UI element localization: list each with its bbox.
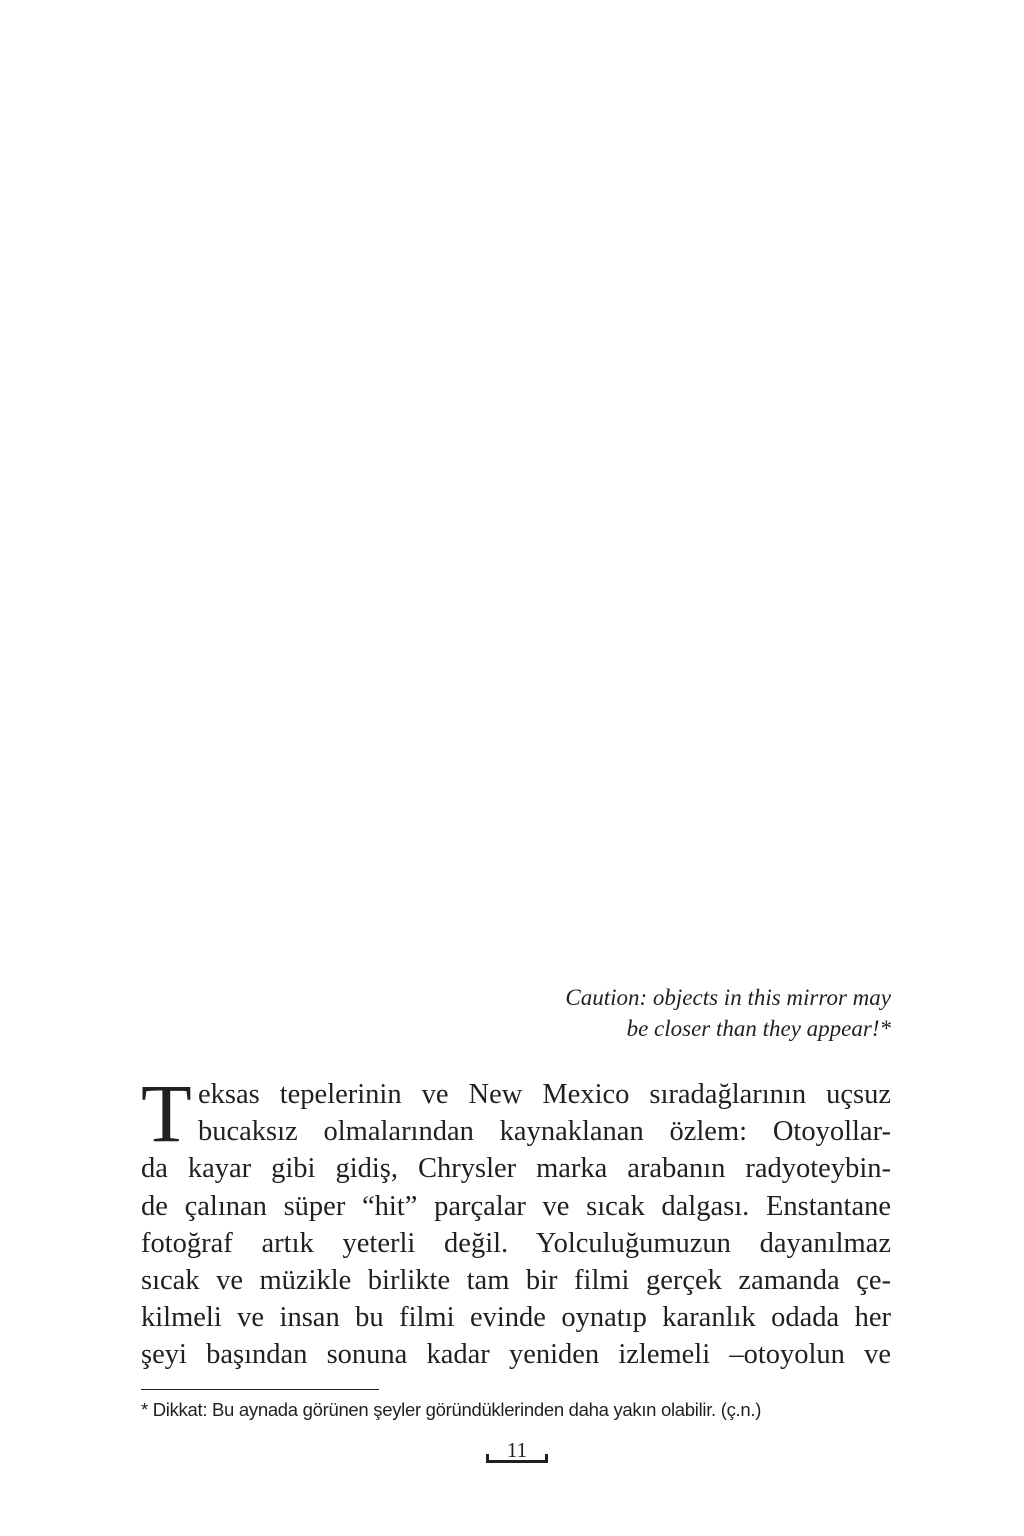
- drop-cap: T: [141, 1067, 192, 1159]
- page-number-bracket: [486, 1454, 548, 1463]
- body-paragraph: [141, 1067, 891, 1374]
- footnote-rule: [141, 1389, 379, 1390]
- page-number-block: [486, 1437, 548, 1467]
- body-line: de çalınan süper “hit” parçalar ve sıcak dalgası. Enstantane: [141, 1190, 891, 1222]
- page-number: 11: [506, 1438, 528, 1462]
- body-line: da kayar gibi gidiş, Chrysler marka arabanın radyoteybin-: [141, 1153, 891, 1185]
- body-line: şeyi başından sonuna kadar yeniden izlemeli –otoyolun ve: [141, 1339, 891, 1371]
- body-line: sıcak ve müzikle birlikte tam bir filmi gerçek zamanda çe-: [141, 1264, 891, 1296]
- epigraph-line: be closer than they appear!*: [626, 1016, 891, 1041]
- epigraph: [371, 982, 891, 1044]
- body-line: bucaksız olmalarından kaynaklanan özlem: Otoyollar-: [198, 1116, 891, 1148]
- body-line: kilmeli ve insan bu filmi evinde oynatıp karanlık odada her: [141, 1302, 891, 1334]
- footnote: * Dikkat: Bu aynada görünen şeyler göründüklerinden daha yakın olabilir. (ç.n.): [141, 1399, 762, 1420]
- epigraph-line: Caution: objects in this mirror may: [565, 985, 891, 1010]
- body-line: eksas tepelerinin ve New Mexico sıradağlarının uçsuz: [198, 1079, 891, 1110]
- body-line: fotoğraf artık yeterli değil. Yolculuğumuzun dayanılmaz: [141, 1227, 891, 1259]
